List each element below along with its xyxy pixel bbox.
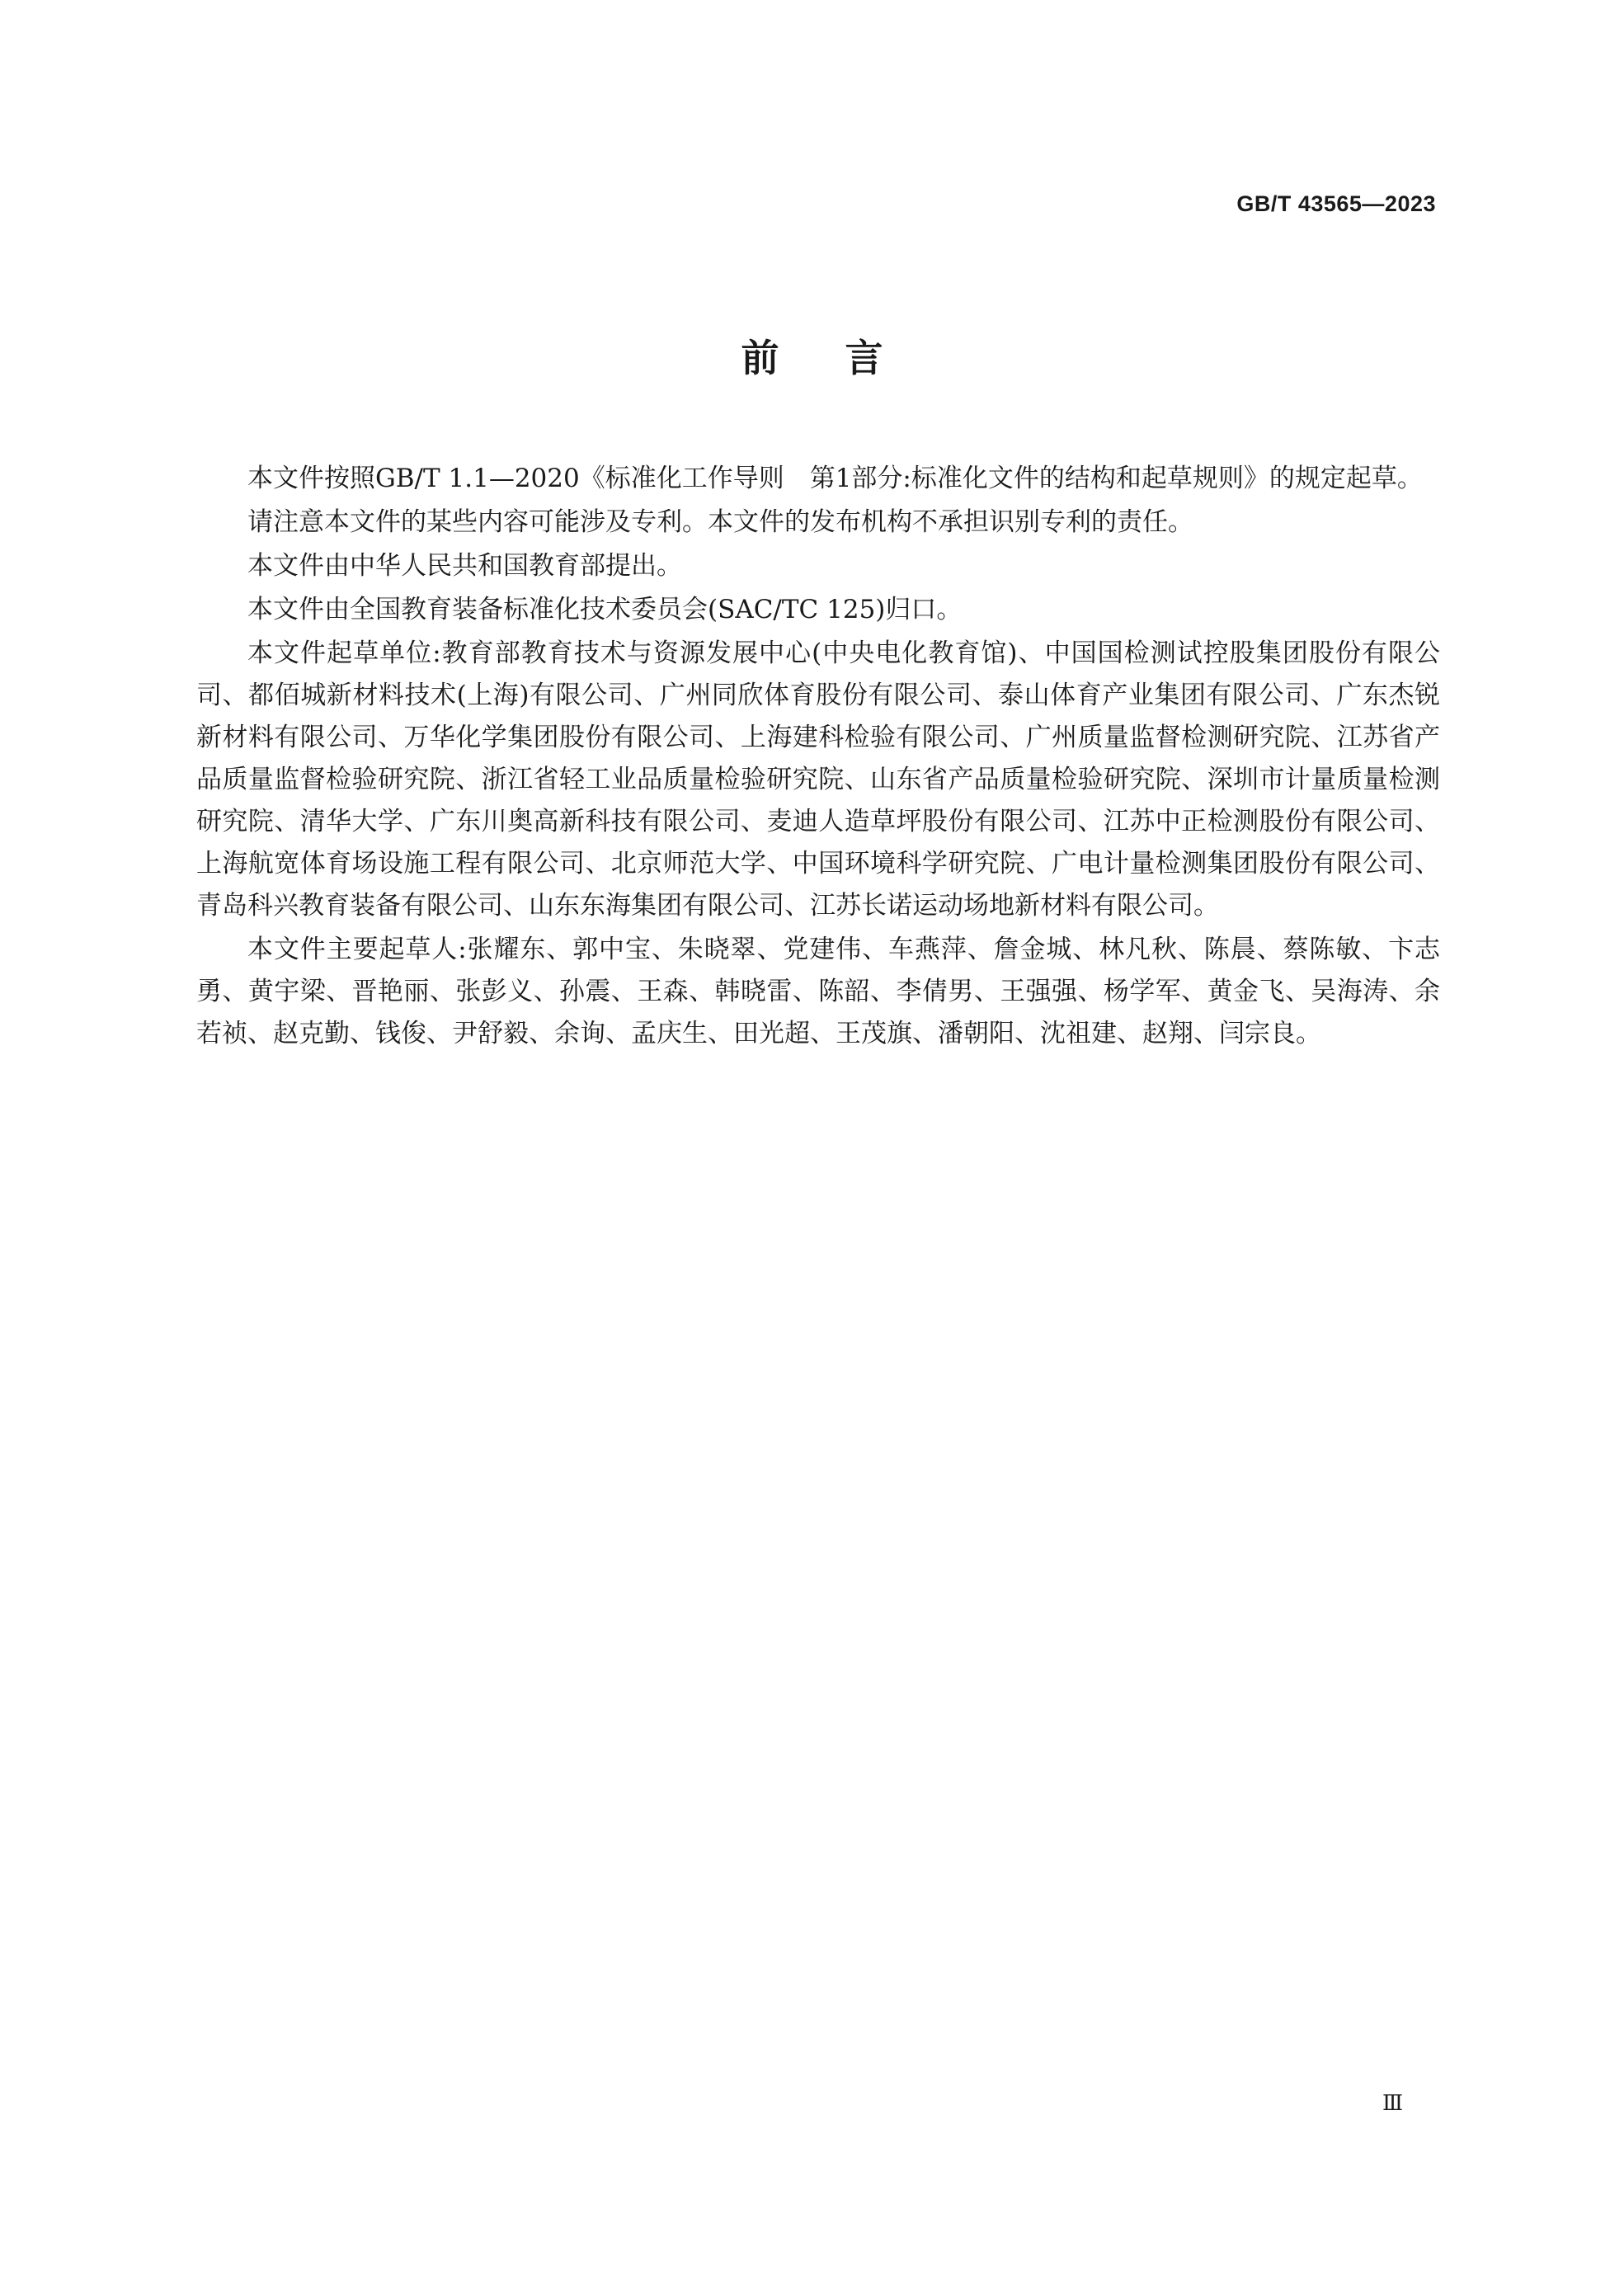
paragraph-patent-notice: 请注意本文件的某些内容可能涉及专利。本文件的发布机构不承担识别专利的责任。 bbox=[247, 507, 1193, 537]
page-title: 前言 bbox=[741, 336, 949, 380]
paragraph-proposer: 本文件由中华人民共和国教育部提出。 bbox=[247, 551, 682, 581]
paragraph-drafting-rules: 本文件按照GB/T 1.1—2020《标准化工作导则 第1部分:标准化文件的结构和起草规则》的规定起草。 bbox=[247, 464, 1423, 493]
paragraph-main-drafters: 本文件主要起草人:张耀东、郭中宝、朱晓翠、党建伟、车燕萍、詹金城、林凡秋、陈晨、蔡陈敏、卞志勇、黄宇梁、晋艳丽、张彭义、孙震、王森、韩晓雷、陈韶、李倩男、王强强、杨学军、黄金飞、吴海涛、余若祯、赵克勤、钱俊、尹舒毅、余询、孟庆生、田光超、王茂旗、潘朝阳、沈祖建、赵翔、闫宗良。 bbox=[196, 935, 1440, 1048]
paragraph-responsible-committee: 本文件由全国教育装备标准化技术委员会(SAC/TC 125)归口。 bbox=[247, 595, 963, 624]
foreword-body bbox=[196, 458, 1440, 1057]
page-number: Ⅲ bbox=[1382, 2091, 1404, 2115]
standard-number: GB/T 43565—2023 bbox=[1236, 191, 1436, 216]
paragraph-drafting-units: 本文件起草单位:教育部教育技术与资源发展中心(中央电化教育馆)、中国国检测试控股集团股份有限公司、都佰城新材料技术(上海)有限公司、广州同欣体育股份有限公司、泰山体育产业集团有限公司、广东杰锐新材料有限公司、万华化学集团股份有限公司、上海建科检验有限公司、广州质量监督检测研究院、江苏省产品质量监督检验研究院、浙江省轻工业品质量检验研究院、山东省产品质量检验研究院、深圳市计量质量检测研究院、清华大学、广东川奥高新科技有限公司、麦迪人造草坪股份有限公司、江苏中正检测股份有限公司、上海航宽体育场设施工程有限公司、北京师范大学、中国环境科学研究院、广电计量检测集团股份有限公司、青岛科兴教育装备有限公司、山东东海集团有限公司、江苏长诺运动场地新材料有限公司。 bbox=[196, 638, 1440, 921]
